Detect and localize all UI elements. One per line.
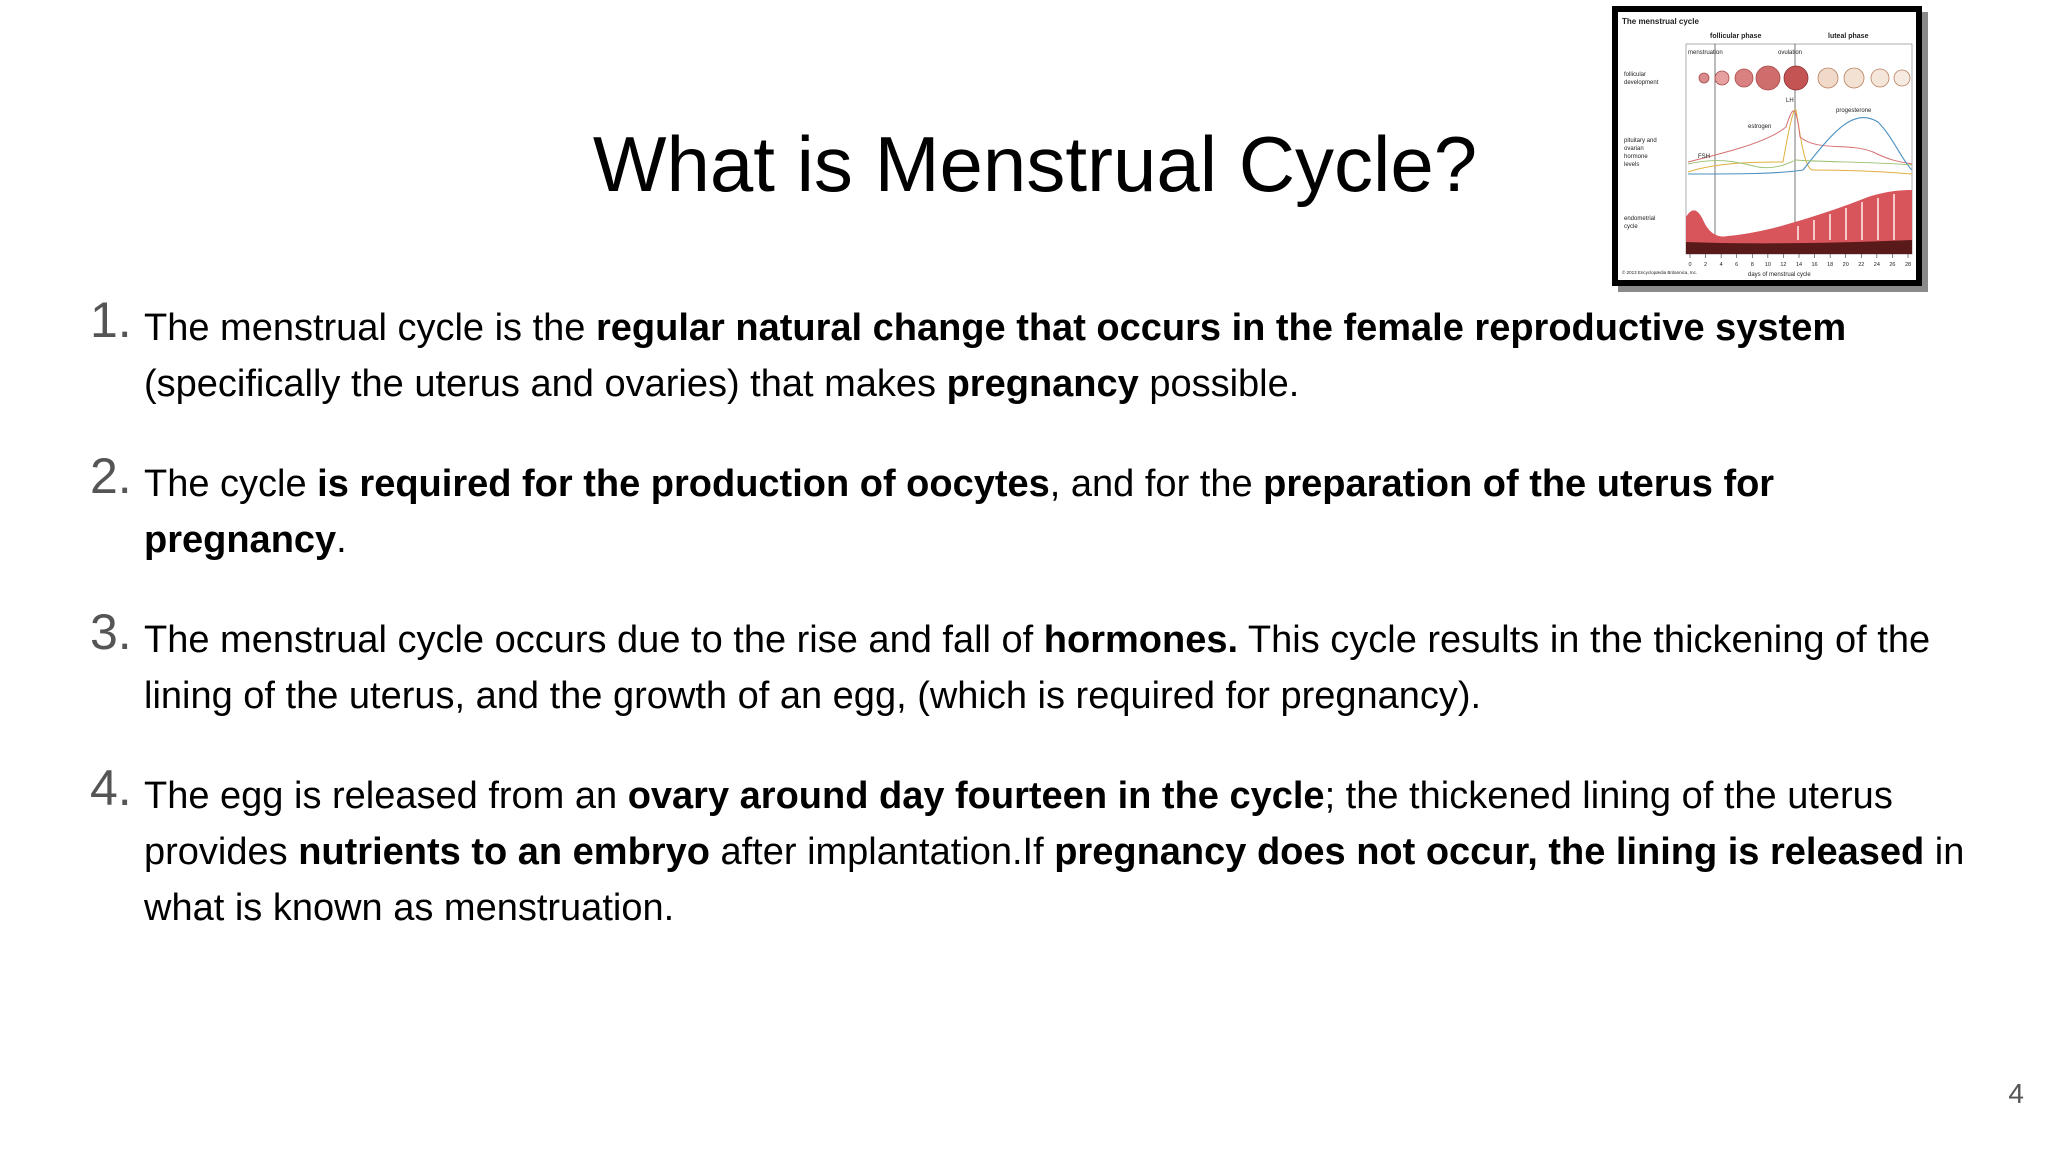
list-item-number: 3.	[90, 604, 132, 660]
axis-tick-label: 10	[1764, 262, 1771, 268]
menstrual-cycle-diagram	[1618, 12, 1916, 280]
axis-tick-label: 24	[1873, 262, 1880, 268]
menstrual-cycle-figure	[1612, 6, 1922, 286]
axis-tick-label: 26	[1889, 262, 1896, 268]
axis-tick-label: 2	[1704, 262, 1708, 268]
text-run: possible.	[1138, 363, 1300, 405]
row-hormone-line2: ovarian	[1624, 146, 1644, 152]
bold-text-run: pregnancy does not occur, the lining is released	[1054, 831, 1925, 873]
bold-text-run: ovary around day fourteen in the cycle	[627, 775, 1325, 817]
axis-tick-label: 16	[1811, 262, 1818, 268]
figure-title: The menstrual cycle	[1622, 17, 1699, 26]
text-run: after implantation.If	[709, 831, 1055, 873]
list-item-text	[144, 456, 1970, 568]
axis-label: days of menstrual cycle	[1748, 272, 1811, 278]
text-run: The cycle	[144, 463, 318, 505]
list-item	[90, 292, 1970, 412]
list-item-text	[144, 300, 1970, 412]
text-run: (specifically the uterus and ovaries) that makes	[144, 363, 947, 405]
row-endometrial-line2: cycle	[1624, 224, 1638, 230]
axis-tick-label: 14	[1795, 262, 1803, 268]
text-run: in what is known as menstruation.	[144, 831, 1965, 929]
list-item-number: 4.	[90, 760, 132, 816]
numbered-list	[90, 292, 1970, 980]
text-run: The menstrual cycle occurs due to the rise and fall of	[144, 619, 1044, 661]
axis-tick-label: 20	[1842, 262, 1849, 268]
label-lh: LH	[1786, 98, 1794, 104]
bold-text-run: pregnancy	[946, 363, 1139, 405]
axis-tick-label: 6	[1735, 262, 1739, 268]
list-item-text	[144, 612, 1970, 724]
label-menstruation: menstruation	[1688, 50, 1723, 56]
list-item	[90, 760, 1970, 936]
list-item	[90, 448, 1970, 568]
row-follicular-line1: follicular	[1624, 72, 1647, 78]
label-fsh: FSH	[1698, 154, 1710, 160]
text-run: .	[336, 519, 347, 561]
list-item-number: 1.	[90, 292, 132, 348]
bold-text-run: nutrients to an embryo	[298, 831, 710, 873]
bold-text-run: hormones.	[1043, 619, 1239, 661]
label-progesterone: progesterone	[1836, 108, 1872, 114]
page-number: 4	[2008, 1078, 2024, 1109]
row-hormone-line1: pituitary and	[1624, 138, 1657, 144]
row-hormone-line3: hormone	[1624, 154, 1648, 160]
text-run: ; the thickened lining of the uterus provides	[144, 775, 1893, 873]
axis-tick-label: 12	[1780, 262, 1787, 268]
row-follicular-line2: development	[1624, 80, 1659, 86]
axis-tick-label: 8	[1750, 262, 1754, 268]
axis-tick-label: 28	[1904, 262, 1912, 268]
list-item-text	[144, 768, 1970, 936]
text-run: The egg is released from an	[144, 775, 628, 817]
label-follicular-phase: follicular phase	[1710, 33, 1762, 40]
label-luteal-phase: luteal phase	[1828, 33, 1869, 40]
axis-tick-label: 22	[1858, 262, 1865, 268]
row-hormone-line4: levels	[1624, 162, 1640, 168]
bold-text-run: is required for the production of oocytes	[317, 463, 1050, 505]
axis-tick-label: 4	[1719, 262, 1723, 268]
list-item	[90, 604, 1970, 724]
text-run: , and for the	[1049, 463, 1264, 505]
axis-tick-label: 18	[1827, 262, 1834, 268]
label-ovulation: ovulation	[1778, 50, 1803, 56]
text-run: The menstrual cycle is the	[144, 307, 596, 349]
axis-tick-label: 0	[1688, 262, 1692, 268]
list-item-number: 2.	[90, 448, 132, 504]
slide-title: What is Menstrual Cycle?	[592, 120, 1478, 208]
row-endometrial-line1: endometrial	[1624, 216, 1656, 222]
text-run: This cycle results in the thickening of the lining of the uterus, and the growth of an egg, (which is required for pregnancy).	[144, 619, 1931, 717]
figure-credit: © 2013 Encyclopædia Britannica, Inc.	[1622, 270, 1698, 275]
label-estrogen: estrogen	[1748, 124, 1772, 130]
bold-text-run: preparation of the uterus for pregnancy	[144, 463, 1775, 561]
bold-text-run: regular natural change that occurs in the female reproductive system	[595, 307, 1847, 349]
